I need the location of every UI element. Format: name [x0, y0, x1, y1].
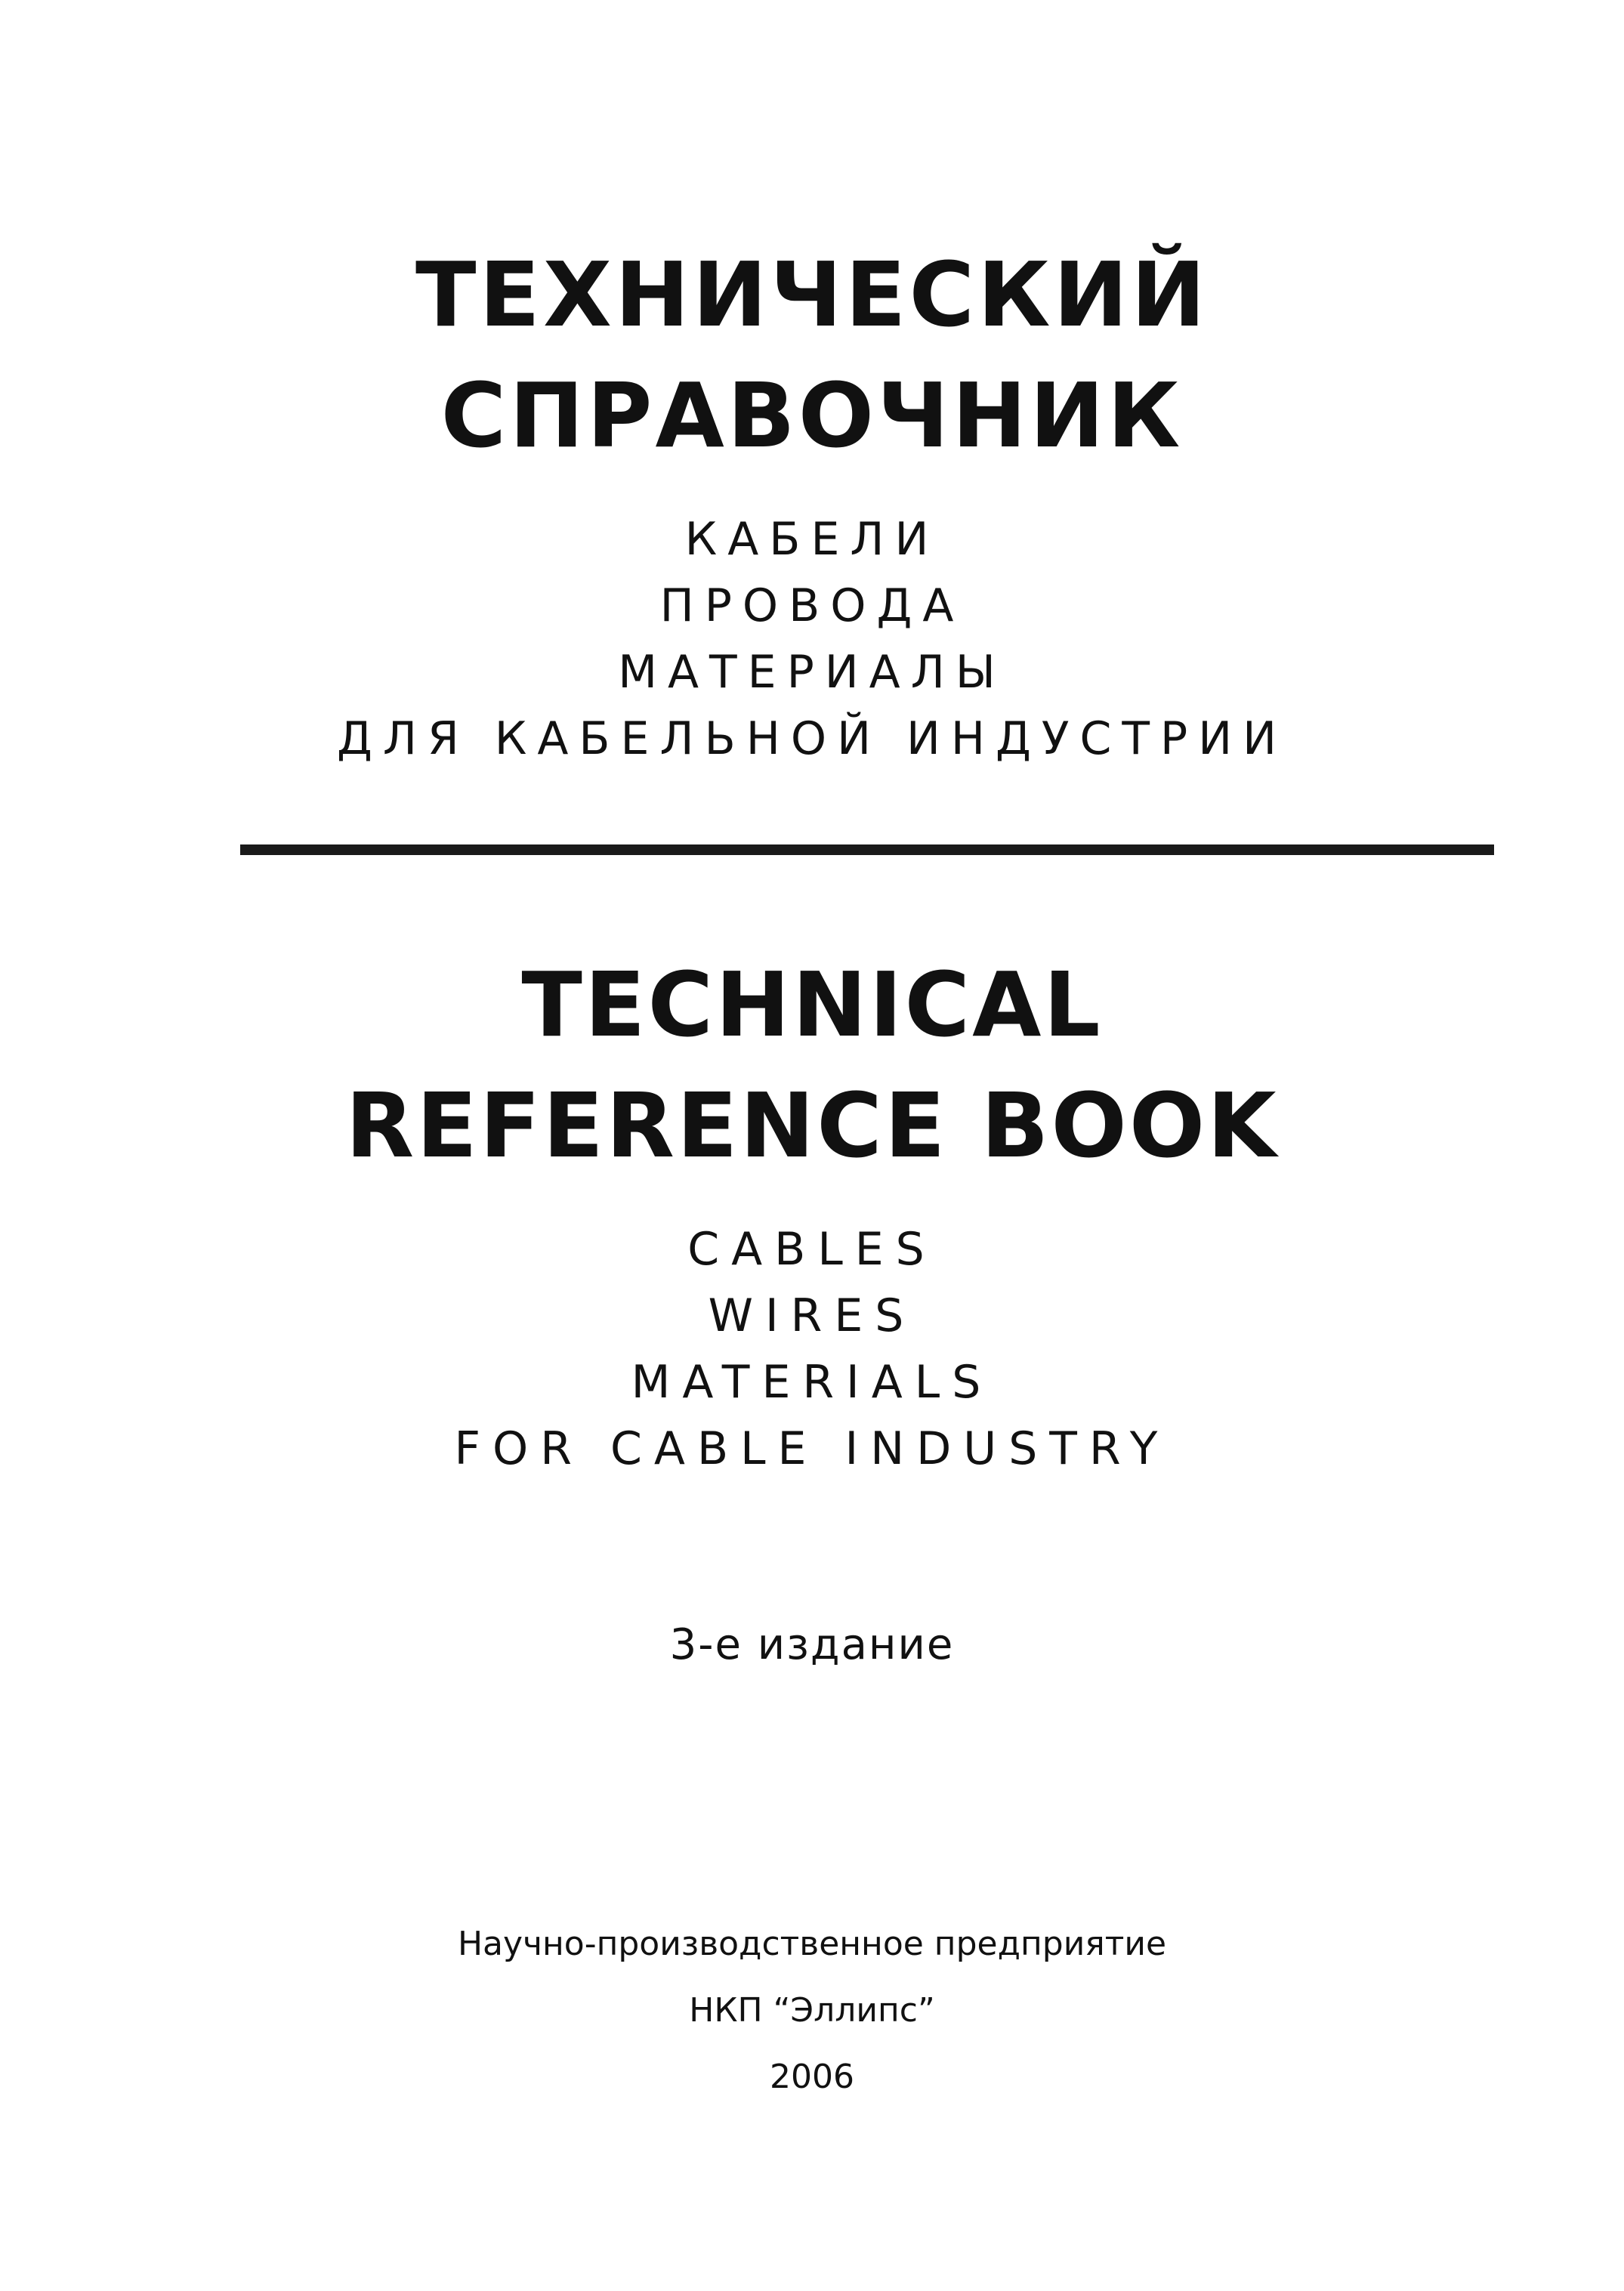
english-title — [0, 944, 1624, 1186]
english-subtitle-wires: WIRES — [708, 1289, 916, 1342]
publisher-company: НКП “Эллипс” — [689, 1991, 935, 2030]
russian-subtitle-cables: КАБЕЛИ — [684, 513, 940, 566]
publication-year: 2006 — [770, 2058, 854, 2096]
russian-title — [0, 234, 1624, 476]
publisher-name: Научно-производственное предприятие — [457, 1925, 1167, 1963]
publisher-block — [0, 1911, 1624, 2110]
russian-subtitle-industry: ДЛЯ КАБЕЛЬНОЙ ИНДУСТРИИ — [337, 712, 1287, 765]
edition-label: 3-е издание — [669, 1620, 955, 1669]
russian-title-line-2: СПРАВОЧНИК — [440, 363, 1184, 468]
english-subtitle-materials: MATERIALS — [631, 1356, 993, 1409]
english-title-line-1: TECHNICAL — [521, 953, 1103, 1057]
english-subtitle-cables: CABLES — [687, 1223, 937, 1276]
english-subtitle — [0, 1216, 1624, 1482]
russian-subtitle-wires: ПРОВОДА — [659, 579, 965, 632]
section-divider — [240, 844, 1494, 855]
russian-title-line-1: ТЕХНИЧЕСКИЙ — [415, 242, 1209, 347]
english-title-line-2: REFERENCE BOOK — [345, 1073, 1279, 1178]
english-subtitle-industry: FOR CABLE INDUSTRY — [454, 1422, 1170, 1475]
russian-subtitle-materials: МАТЕРИАЛЫ — [618, 646, 1006, 699]
russian-subtitle — [0, 506, 1624, 772]
